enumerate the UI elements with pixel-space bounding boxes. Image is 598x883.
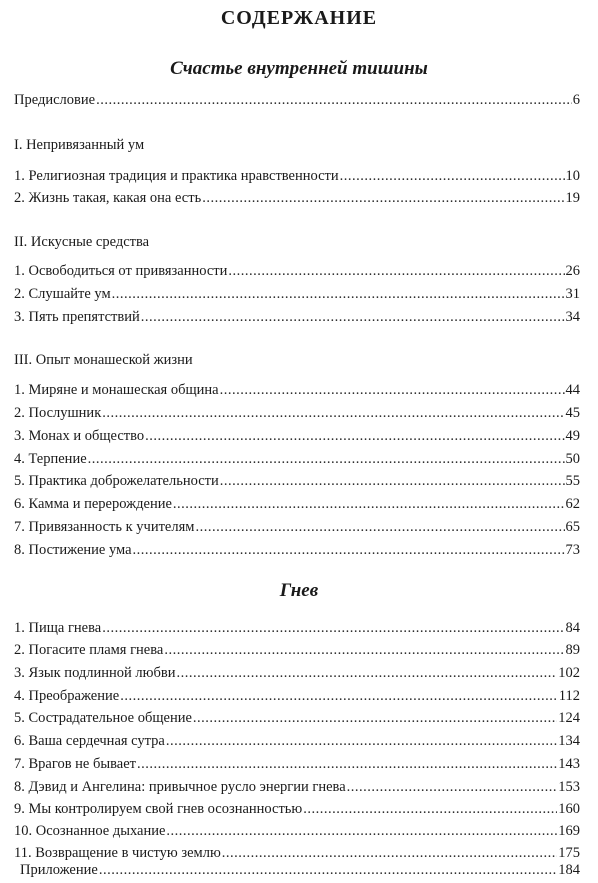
entry-label: 11. Возвращение в чистую землю: [14, 845, 221, 861]
dot-leader: [112, 286, 565, 303]
dot-leader: [120, 688, 558, 705]
dot-leader: [102, 405, 564, 422]
entry-page: 65: [565, 519, 580, 535]
toc-entry[interactable]: [14, 756, 580, 776]
toc-entry[interactable]: [14, 710, 580, 730]
entry-label: 2. Жизнь такая, какая она есть: [14, 190, 202, 206]
entry-page: 134: [558, 733, 580, 749]
entry-page: 6: [572, 92, 580, 108]
toc-entry[interactable]: [14, 496, 580, 516]
dot-leader: [99, 862, 557, 879]
entry-label: 5. Сострадательное общение: [14, 710, 192, 726]
entry-page: 55: [565, 473, 580, 489]
entry-page: 169: [558, 823, 580, 839]
entry-page: 153: [558, 779, 580, 795]
toc-entry[interactable]: [14, 428, 580, 448]
entry-label: 10. Осознанное дыхание: [14, 823, 166, 839]
dot-leader: [166, 733, 557, 750]
entry-page: 50: [565, 451, 580, 467]
dot-leader: [347, 779, 558, 796]
entry-page: 112: [558, 688, 580, 704]
toc-entry[interactable]: [14, 620, 580, 640]
dot-leader: [141, 309, 565, 326]
entry-page: 26: [565, 263, 580, 279]
toc-entry-preface[interactable]: [14, 92, 580, 112]
entry-page: 143: [558, 756, 580, 772]
entry-label: 1. Миряне и монашеская община: [14, 382, 219, 398]
dot-leader: [96, 92, 572, 109]
dot-leader: [303, 801, 557, 818]
entry-page: 102: [558, 665, 580, 681]
entry-label: Приложение: [20, 862, 98, 878]
dot-leader: [164, 642, 564, 659]
entry-label: 4. Преображение: [14, 688, 120, 704]
entry-page: 10: [565, 168, 580, 184]
toc-entry[interactable]: [14, 733, 580, 753]
dot-leader: [173, 496, 565, 513]
entry-label: 3. Монах и общество: [14, 428, 145, 444]
toc-entry[interactable]: [14, 382, 580, 402]
toc-entry[interactable]: [14, 286, 580, 306]
toc-entry[interactable]: [14, 190, 580, 210]
toc-entry-appendix[interactable]: [20, 862, 580, 882]
page-title: СОДЕРЖАНИЕ: [220, 7, 378, 29]
entry-page: 45: [565, 405, 580, 421]
entry-label: 2. Послушник: [14, 405, 102, 421]
dot-leader: [220, 382, 565, 399]
entry-label: 3. Пять препятствий: [14, 309, 140, 325]
toc-entry[interactable]: [14, 451, 580, 471]
entry-page: 89: [565, 642, 580, 658]
dot-leader: [145, 428, 564, 445]
chapter-heading-3: III. Опыт монашеской жизни: [14, 352, 193, 368]
dot-leader: [193, 710, 557, 727]
section-title-part2: Гнев: [279, 580, 319, 601]
toc-entry[interactable]: [14, 473, 580, 493]
toc-entry[interactable]: [14, 168, 580, 188]
toc-entry[interactable]: [14, 801, 580, 821]
entry-label: 8. Постижение ума: [14, 542, 132, 558]
entry-label: 6. Камма и перерождение: [14, 496, 172, 512]
toc-entry[interactable]: [14, 542, 580, 562]
entry-label: 2. Погасите пламя гнева: [14, 642, 164, 658]
entry-label: 1. Религиозная традиция и практика нравственности: [14, 168, 339, 184]
section-title-part1: Счастье внутренней тишины: [170, 58, 428, 79]
dot-leader: [340, 168, 565, 185]
dot-leader: [202, 190, 564, 207]
toc-entry[interactable]: [14, 263, 580, 283]
entry-label: 1. Освободиться от привязанности: [14, 263, 228, 279]
toc-entry[interactable]: [14, 405, 580, 425]
entry-page: 44: [565, 382, 580, 398]
dot-leader: [102, 620, 564, 637]
entry-page: 34: [565, 309, 580, 325]
entry-label: 3. Язык подлинной любви: [14, 665, 176, 681]
entry-label: 4. Терпение: [14, 451, 87, 467]
entry-label: 1. Пища гнева: [14, 620, 102, 636]
dot-leader: [88, 451, 565, 468]
entry-page: 31: [565, 286, 580, 302]
toc-entry[interactable]: [14, 688, 580, 708]
entry-page: 175: [558, 845, 580, 861]
dot-leader: [137, 756, 557, 773]
toc-entry[interactable]: [14, 642, 580, 662]
toc-entry[interactable]: [14, 309, 580, 329]
entry-page: 73: [565, 542, 580, 558]
entry-page: 184: [558, 862, 580, 878]
chapter-heading-1: I. Непривязанный ум: [14, 137, 145, 153]
toc-entry[interactable]: [14, 779, 580, 799]
entry-label: 6. Ваша сердечная сутра: [14, 733, 165, 749]
dot-leader: [133, 542, 565, 559]
dot-leader: [166, 823, 557, 840]
dot-leader: [228, 263, 564, 280]
dot-leader: [222, 845, 557, 862]
toc-entry[interactable]: [14, 519, 580, 539]
entry-page: 19: [565, 190, 580, 206]
entry-label: 7. Врагов не бывает: [14, 756, 136, 772]
entry-label: 8. Дэвид и Ангелина: привычное русло энергии гнева: [14, 779, 346, 795]
entry-page: 62: [565, 496, 580, 512]
entry-page: 160: [558, 801, 580, 817]
toc-entry[interactable]: [14, 665, 580, 685]
entry-label: 9. Мы контролируем свой гнев осознанностью: [14, 801, 303, 817]
chapter-heading-2: II. Искусные средства: [14, 234, 150, 250]
entry-label: 2. Слушайте ум: [14, 286, 111, 302]
entry-page: 84: [565, 620, 580, 636]
entry-label: 5. Практика доброжелательности: [14, 473, 219, 489]
entry-page: 124: [558, 710, 580, 726]
entry-label: Предисловие: [14, 92, 96, 108]
dot-leader: [176, 665, 557, 682]
dot-leader: [195, 519, 564, 536]
toc-entry[interactable]: [14, 823, 580, 843]
dot-leader: [220, 473, 565, 490]
entry-label: 7. Привязанность к учителям: [14, 519, 195, 535]
entry-page: 49: [565, 428, 580, 444]
